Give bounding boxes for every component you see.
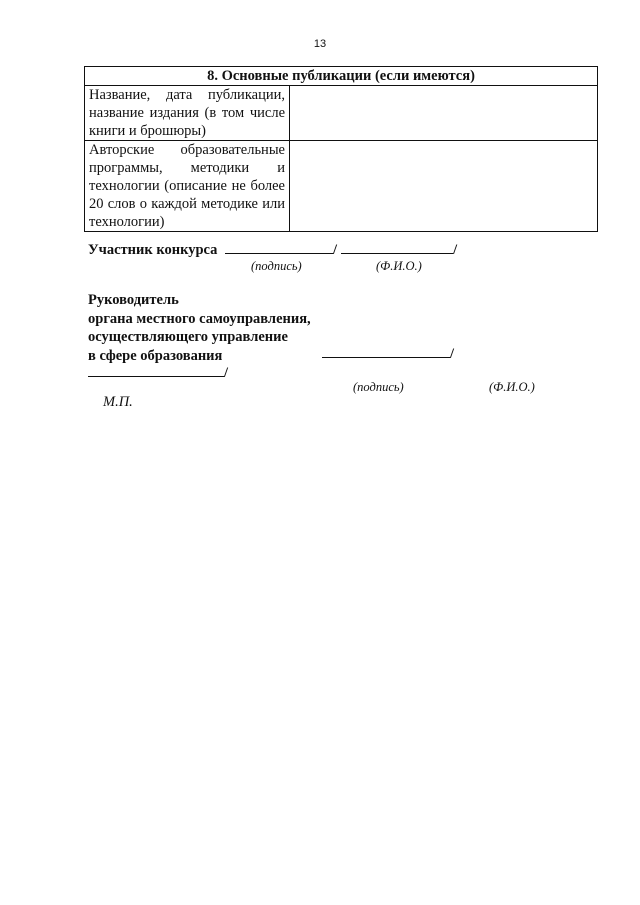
methods-value-field[interactable]	[290, 141, 598, 232]
participant-separator: /	[333, 242, 338, 258]
head-title-block	[88, 291, 311, 365]
participant-closing-slash: /	[453, 242, 458, 258]
methods-label: Авторские образовательные программы, методики и технологии (описание не более 20 слов о каждой методике или технологии)	[85, 141, 290, 232]
publications-table	[84, 66, 598, 232]
head-name-field[interactable]	[88, 364, 224, 377]
table-row	[85, 86, 598, 141]
participant-signature-caption: (подпись)	[251, 259, 302, 273]
head-name-caption: (Ф.И.О.)	[489, 380, 535, 394]
section-title: 8. Основные публикации (если имеются)	[85, 67, 598, 86]
head-signature-line	[322, 345, 454, 363]
table-header-row	[85, 67, 598, 86]
head-slash: /	[224, 365, 229, 381]
head-name-line	[88, 364, 228, 382]
participant-signature-field[interactable]	[225, 241, 333, 254]
head-title-line: органа местного самоуправления,	[88, 310, 311, 327]
participant-signature-line	[88, 241, 457, 259]
head-signature-caption: (подпись)	[353, 380, 404, 394]
table-row	[85, 141, 598, 232]
seal-label: М.П.	[103, 394, 133, 410]
head-signature-field[interactable]	[322, 345, 450, 358]
publications-value-field[interactable]	[290, 86, 598, 141]
page-number: 13	[313, 38, 327, 50]
participant-name-field[interactable]	[341, 241, 453, 254]
participant-label: Участник конкурса	[88, 242, 218, 258]
participant-name-caption: (Ф.И.О.)	[376, 259, 422, 273]
head-title-line: осуществляющего управление	[88, 329, 288, 345]
publications-label: Название, дата публикации, название издания (в том числе книги и брошюры)	[85, 86, 290, 141]
head-title-line: Руководитель	[88, 292, 179, 308]
head-slash: /	[450, 346, 455, 362]
head-title-line: в сфере образования	[88, 347, 223, 364]
